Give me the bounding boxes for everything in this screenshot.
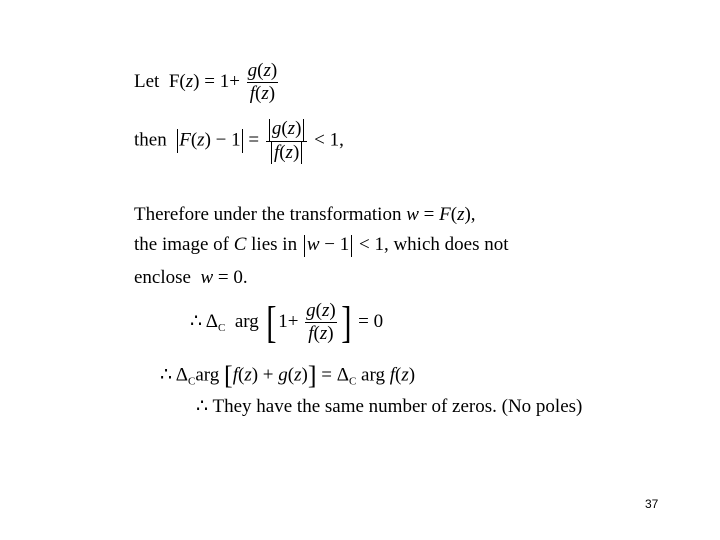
z-var: z bbox=[263, 60, 271, 81]
z-var: z bbox=[457, 204, 465, 225]
C-subscript: C bbox=[348, 375, 357, 388]
left-bracket: [ bbox=[224, 361, 233, 390]
arg-word: arg bbox=[361, 364, 385, 386]
zero: 0 bbox=[373, 310, 384, 332]
right-bracket: ] bbox=[340, 297, 352, 347]
z-var: z bbox=[401, 364, 409, 386]
delta-arg-equation: ∴ $\Delta_C$ arg [ 1+ $\frac{g(z)}{f(z)}$ ] = 0 bbox=[190, 297, 384, 347]
f-var: f bbox=[273, 141, 280, 163]
image-text-1: the image of bbox=[134, 234, 229, 255]
therefore-symbol: ∴ bbox=[196, 396, 209, 417]
image-text-2: lies in bbox=[251, 234, 298, 255]
g-var: g bbox=[278, 364, 288, 386]
z-var: z bbox=[287, 118, 296, 139]
enclose-line: enclose w = 0. bbox=[134, 267, 248, 288]
enclose-word: enclose bbox=[134, 267, 191, 288]
one: 1 bbox=[339, 234, 350, 255]
delta-symbol: Δ bbox=[336, 364, 349, 386]
z-var: z bbox=[244, 364, 252, 386]
page-number: 37 bbox=[645, 497, 659, 511]
image-line: the image of C lies in w − 1 < 1, which does not bbox=[134, 234, 509, 255]
delta-sum-equation: ∴ $\Delta_Carg$ $[f(z) + g(z)] = \Delta_C$ arg f(z) bbox=[160, 361, 416, 390]
then-line: then F(z) − 1 = $\frac{g(z)}{f(z)}$ < 1, bbox=[134, 118, 344, 163]
zero: 0 bbox=[233, 267, 243, 288]
one: 1 bbox=[219, 70, 230, 92]
f-var: f bbox=[232, 364, 238, 386]
g-var: g bbox=[306, 300, 316, 321]
conclusion-line bbox=[196, 396, 582, 418]
one: 1 bbox=[278, 310, 288, 332]
arg-word: arg bbox=[195, 364, 220, 386]
z-var: z bbox=[285, 141, 293, 163]
one: 1 bbox=[231, 129, 241, 151]
w-var: w bbox=[200, 267, 214, 288]
delta-symbol: Δ bbox=[175, 364, 189, 386]
image-text-3: , which does not bbox=[383, 234, 509, 255]
C-subscript: C bbox=[188, 375, 196, 388]
z-var: z bbox=[261, 83, 269, 104]
z-var: z bbox=[185, 70, 194, 92]
therefore-symbol: ∴ bbox=[160, 364, 173, 386]
therefore-symbol: ∴ bbox=[190, 310, 203, 332]
g-var: g bbox=[271, 118, 282, 139]
left-bracket: [ bbox=[265, 297, 276, 347]
F-symbol: F bbox=[168, 70, 180, 92]
g-over-f-fraction: $\frac{g(z)}{f(z)}$ bbox=[247, 60, 278, 104]
one: 1 bbox=[374, 234, 384, 255]
f-var: f bbox=[389, 364, 395, 386]
then-word: then bbox=[134, 129, 167, 151]
definition-line: Let F(z) = 1+ $\frac{g(z)}{f(z)}$ bbox=[134, 60, 280, 105]
F-var: F bbox=[179, 129, 191, 151]
z-var: z bbox=[319, 323, 328, 344]
z-var: z bbox=[294, 364, 302, 386]
arg-word: arg bbox=[234, 310, 259, 332]
f-var: f bbox=[249, 83, 256, 104]
z-var: z bbox=[321, 300, 330, 321]
right-bracket: ] bbox=[307, 361, 317, 390]
therefore-text: Therefore under the transformation bbox=[134, 204, 402, 225]
conclusion-text: They have the same number of zeros. (No poles) bbox=[212, 396, 583, 417]
z-var: z bbox=[197, 129, 205, 151]
f-var: f bbox=[308, 323, 314, 344]
delta-symbol: Δ bbox=[205, 310, 219, 332]
C-subscript: C bbox=[218, 321, 226, 334]
g-var: g bbox=[247, 60, 258, 81]
let-word: Let bbox=[134, 70, 160, 92]
g-over-f-fraction: $\frac{g(z)}{f(z)}$ bbox=[306, 300, 336, 344]
one: 1 bbox=[329, 129, 340, 151]
C-var: C bbox=[233, 234, 247, 255]
F-var: F bbox=[439, 204, 451, 225]
abs-ratio-fraction: $\frac{g(z)}{f(z)}$ bbox=[264, 118, 310, 164]
therefore-line: Therefore under the transformation w = F(z), bbox=[134, 204, 476, 225]
w-var: w bbox=[406, 204, 419, 225]
w-var: w bbox=[306, 234, 320, 255]
